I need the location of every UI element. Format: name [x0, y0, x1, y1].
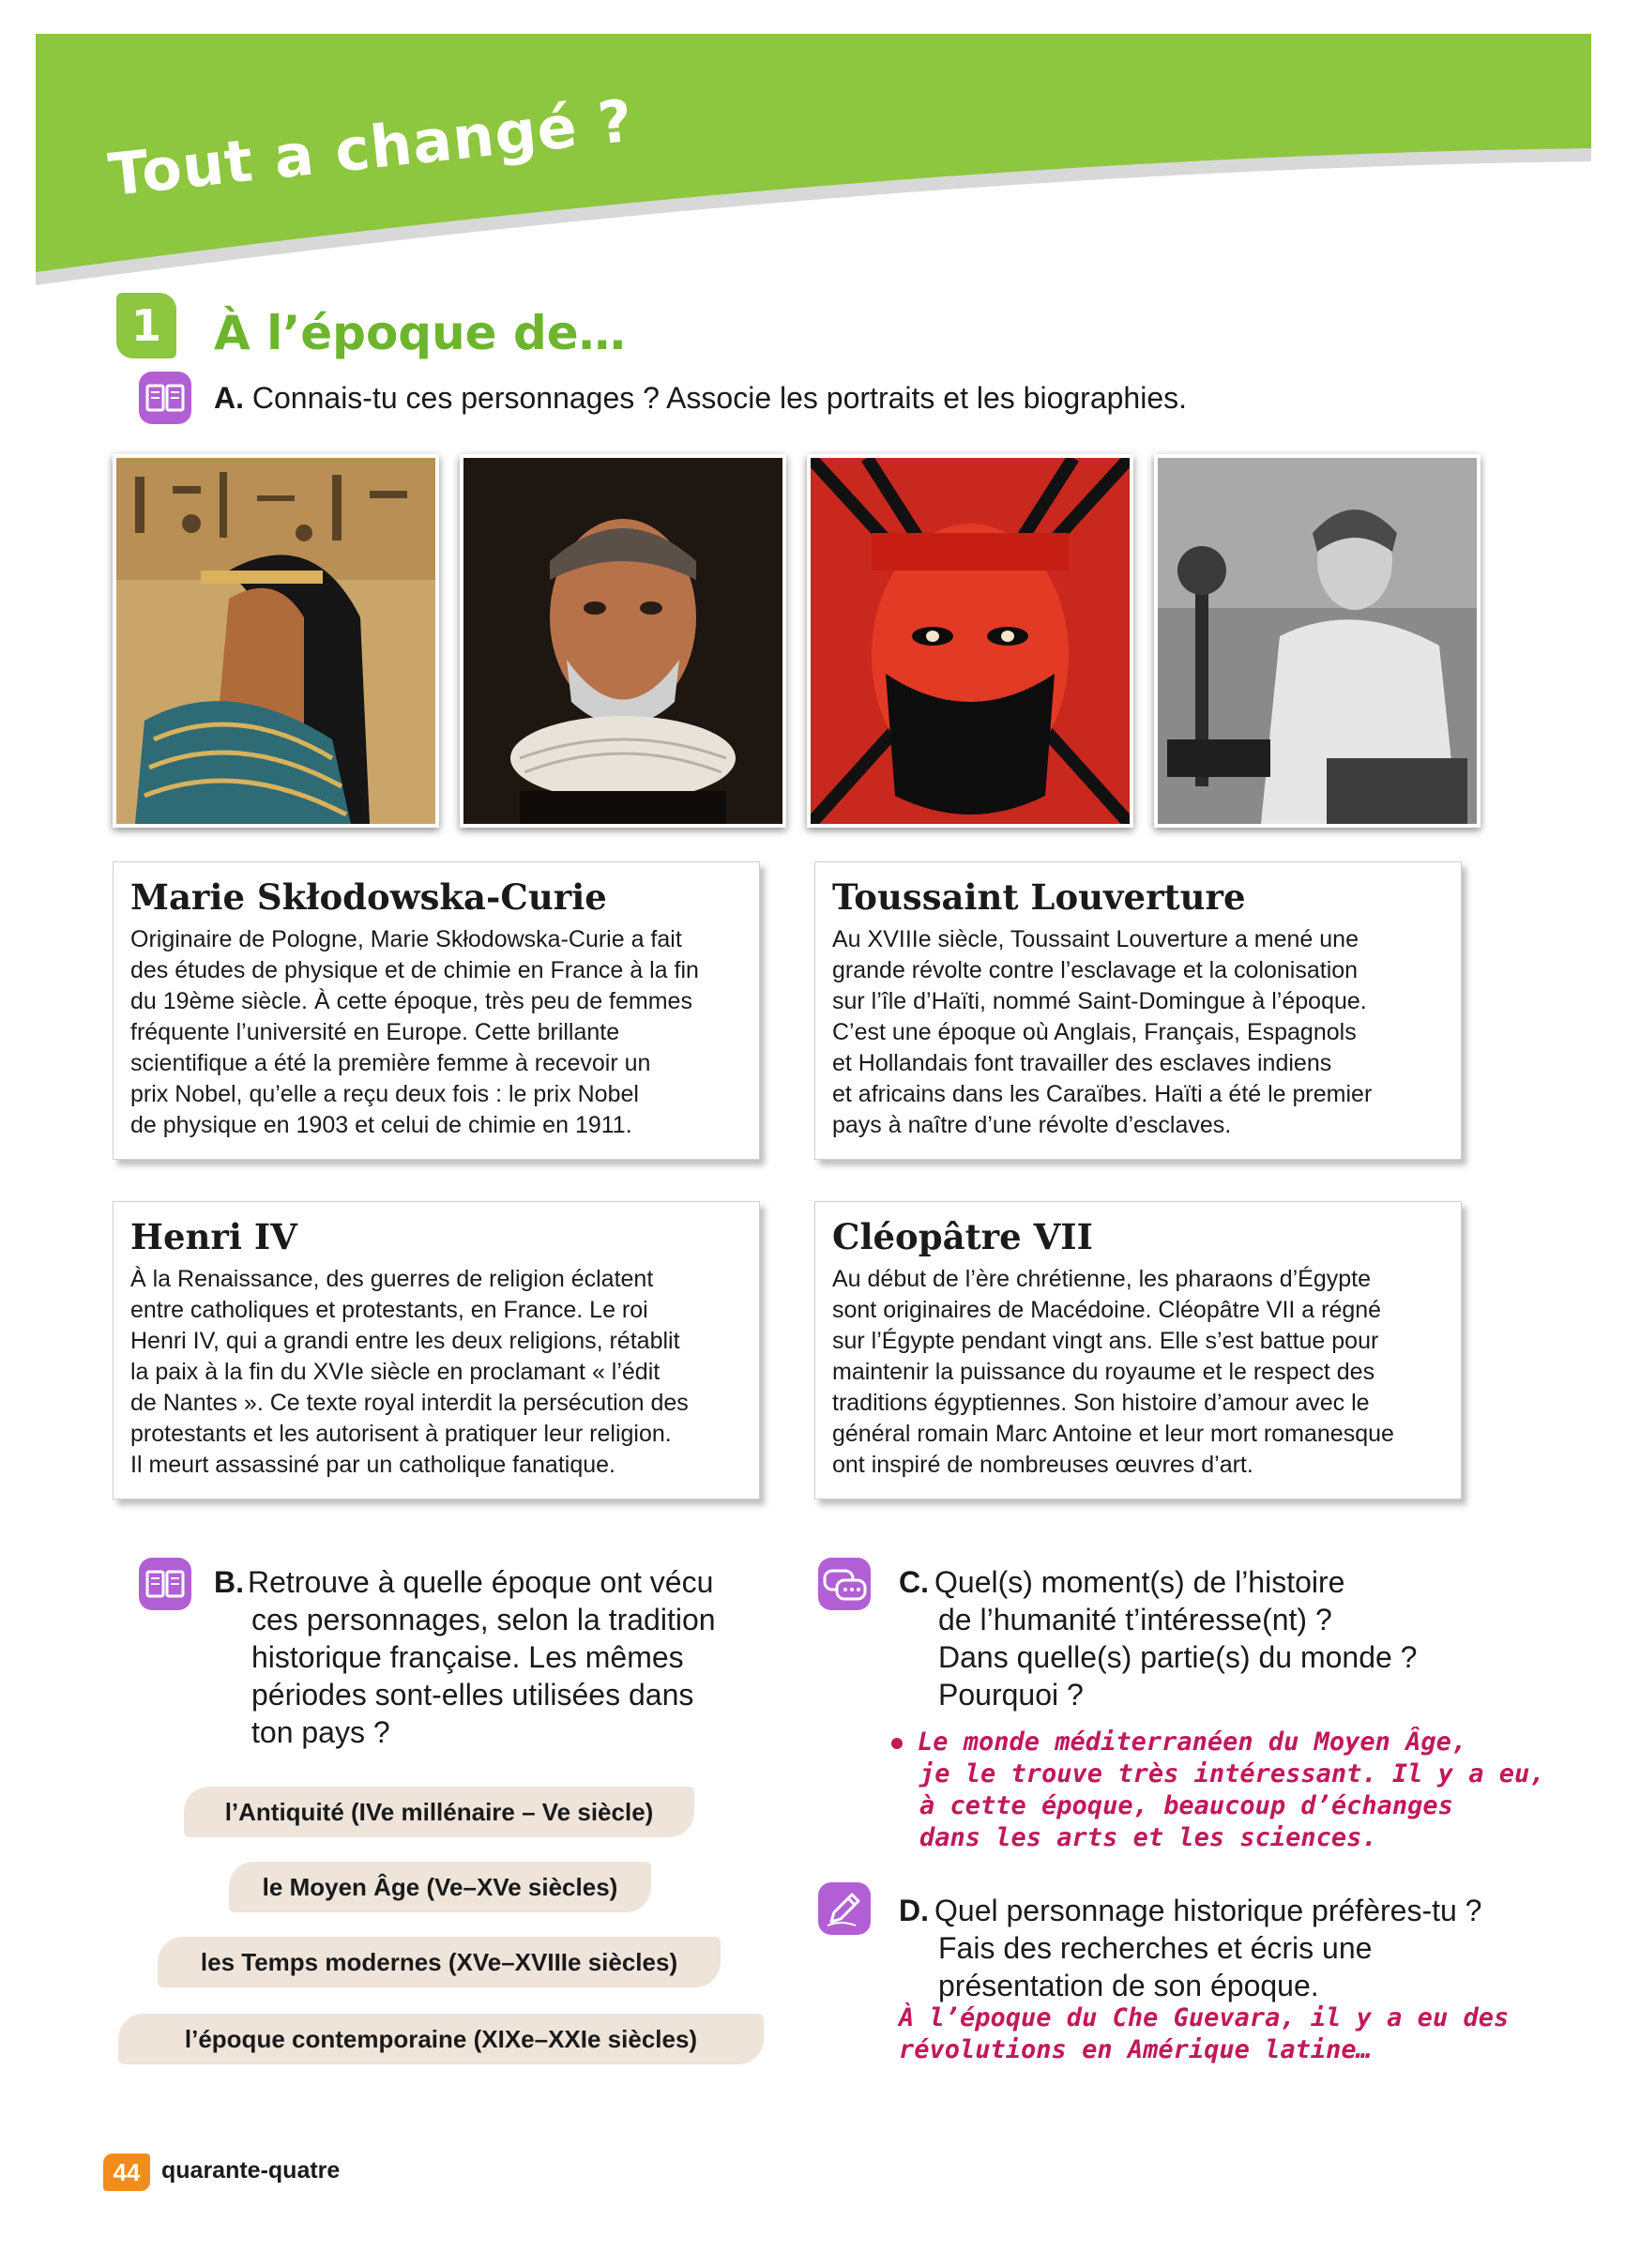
bio-line: et africains dans les Caraïbes. Haïti a été le premier	[832, 1081, 1373, 1107]
bio-card-title: Henri IV	[130, 1216, 297, 1257]
question-b-line: périodes sont-elles utilisées dans	[251, 1678, 694, 1712]
bio-card-cleopatre	[814, 1201, 1462, 1499]
bio-line: Au début de l’ère chrétienne, les pharaons d’Égypte	[832, 1266, 1371, 1292]
question-c-line: Quel(s) moment(s) de l’histoire	[934, 1565, 1345, 1599]
bio-line: protestants et les autorisent à pratiquer leur religion.	[130, 1421, 672, 1447]
bio-line: maintenir la puissance du royaume et le respect des	[832, 1359, 1375, 1385]
bio-line: et Hollandais font travailler des esclaves indiens	[832, 1050, 1332, 1076]
bio-line: sur l’Égypte pendant vingt ans. Elle s’est battue pour	[832, 1328, 1379, 1354]
bio-line: la paix à la fin du XVIe siècle en proclamant « l’édit	[130, 1359, 661, 1385]
bio-card-toussaint	[814, 861, 1462, 1160]
portrait-marie-curie	[1154, 454, 1481, 828]
answer-c-line: à cette époque, beaucoup d’échanges	[919, 1791, 1453, 1820]
book-icon	[139, 372, 191, 424]
period-moyen-age: le Moyen Âge (Ve–XVe siècles)	[229, 1862, 651, 1912]
bio-line: de Nantes ». Ce texte royal interdit la persécution des	[130, 1390, 689, 1416]
portrait-henri-iv	[460, 454, 786, 828]
bio-line: Il meurt assassiné par un catholique fanatique.	[130, 1452, 615, 1478]
bio-line: des études de physique et de chimie en France à la fin	[130, 957, 699, 983]
bio-line: entre catholiques et protestants, en France. Le roi	[130, 1297, 648, 1323]
question-b-line: historique française. Les mêmes	[251, 1640, 684, 1674]
question-d-line: présentation de son époque.	[938, 1969, 1319, 2002]
period-temps-modernes: les Temps modernes (XVe–XVIIIe siècles)	[158, 1937, 721, 1987]
bio-line: général romain Marc Antoine et leur mort romanesque	[832, 1421, 1394, 1447]
page-number-words: quarante-quatre	[161, 2157, 341, 2184]
renaissance-king-portrait-icon	[463, 458, 782, 824]
red-poster-portrait-icon	[811, 458, 1130, 824]
bio-line: À la Renaissance, des guerres de religion éclatent	[130, 1266, 654, 1292]
question-d-line: Quel personnage historique préfères-tu ?	[934, 1894, 1482, 1927]
bio-line: pays à naître d’une révolte d’esclaves.	[832, 1112, 1232, 1138]
bio-line: scientifique a été la première femme à recevoir un	[130, 1050, 651, 1076]
answer-d-line: À l’époque du Che Guevara, il y a eu des	[899, 2003, 1510, 2032]
question-b-line: ces personnages, selon la tradition	[251, 1603, 716, 1636]
bio-line: de physique en 1903 et celui de chimie en 1911.	[130, 1112, 632, 1138]
bio-line: sont originaires de Macédoine. Cléopâtre VII a régné	[832, 1297, 1382, 1323]
bio-line: du 19ème siècle. À cette époque, très peu de femmes	[130, 988, 692, 1014]
bio-line: ont inspiré de nombreuses œuvres d’art.	[832, 1452, 1253, 1478]
question-c-line: Pourquoi ?	[938, 1678, 1084, 1712]
question-c-line: de l’humanité t’intéresse(nt) ?	[938, 1603, 1332, 1636]
answer-c-line: je le trouve très intéressant. Il y a eu,	[919, 1759, 1545, 1789]
bio-line: Au XVIIIe siècle, Toussaint Louverture a mené une	[832, 926, 1359, 952]
bio-card-henri	[113, 1201, 760, 1499]
period-contemporaine: l’époque contemporaine (XIXe–XXIe siècles)	[118, 2014, 764, 2064]
portrait-cleopatra	[113, 454, 439, 828]
bio-card-curie	[113, 861, 760, 1160]
answer-c-line: Le monde méditerranéen du Moyen Âge,	[918, 1728, 1467, 1757]
bio-card-title: Toussaint Louverture	[832, 876, 1246, 918]
speech-bubbles-icon	[818, 1558, 871, 1610]
bio-line: Henri IV, qui a grandi entre les deux religions, rétablit	[130, 1328, 680, 1354]
question-b-line: ton pays ?	[251, 1715, 390, 1749]
bio-line: fréquente l’université en Europe. Cette brillante	[130, 1019, 620, 1045]
bio-line: grande révolte contre l’esclavage et la colonisation	[832, 957, 1359, 983]
bio-card-title: Cléopâtre VII	[832, 1216, 1093, 1257]
bio-line: traditions égyptiennes. Son histoire d’amour avec le	[832, 1390, 1370, 1416]
question-c-line: Dans quelle(s) partie(s) du monde ?	[938, 1640, 1418, 1674]
bio-card-title: Marie Skłodowska-Curie	[130, 876, 607, 918]
section-number: 1	[116, 293, 176, 358]
page-number-badge: 44	[103, 2154, 150, 2191]
answer-d-line: révolutions en Amérique latine…	[899, 2035, 1372, 2064]
question-c-letter: C.	[899, 1565, 929, 1599]
bio-line: C’est une époque où Anglais, Français, Espagnols	[832, 1019, 1357, 1045]
pencil-icon	[818, 1882, 871, 1935]
portrait-toussaint	[807, 454, 1133, 828]
question-d-letter: D.	[899, 1894, 929, 1927]
bio-line: prix Nobel, qu’elle a reçu deux fois : le prix Nobel	[130, 1081, 639, 1107]
egyptian-queen-painting-icon	[116, 458, 435, 824]
scientist-photo-icon	[1158, 458, 1477, 824]
bio-line: sur l’île d’Haïti, nommé Saint-Domingue à l’époque.	[832, 988, 1367, 1014]
bullet-dot-icon	[891, 1738, 903, 1749]
question-b-line: Retrouve à quelle époque ont vécu	[248, 1565, 714, 1599]
section-title: À l’époque de…	[214, 306, 626, 360]
question-a	[214, 379, 1187, 417]
book-icon	[139, 1558, 191, 1610]
answer-c-line: dans les arts et les sciences.	[919, 1823, 1377, 1852]
question-a-text: Connais-tu ces personnages ? Associe les portraits et les biographies.	[251, 381, 1187, 415]
page-title: Tout a changé ?	[105, 85, 637, 210]
question-d-line: Fais des recherches et écris une	[938, 1931, 1373, 1965]
period-antiquite: l’Antiquité (IVe millénaire – Ve siècle)	[184, 1787, 694, 1837]
bio-line: Originaire de Pologne, Marie Skłodowska-Curie a fait	[130, 926, 682, 952]
question-b-letter: B.	[214, 1565, 244, 1599]
question-a-letter: A.	[214, 381, 244, 415]
